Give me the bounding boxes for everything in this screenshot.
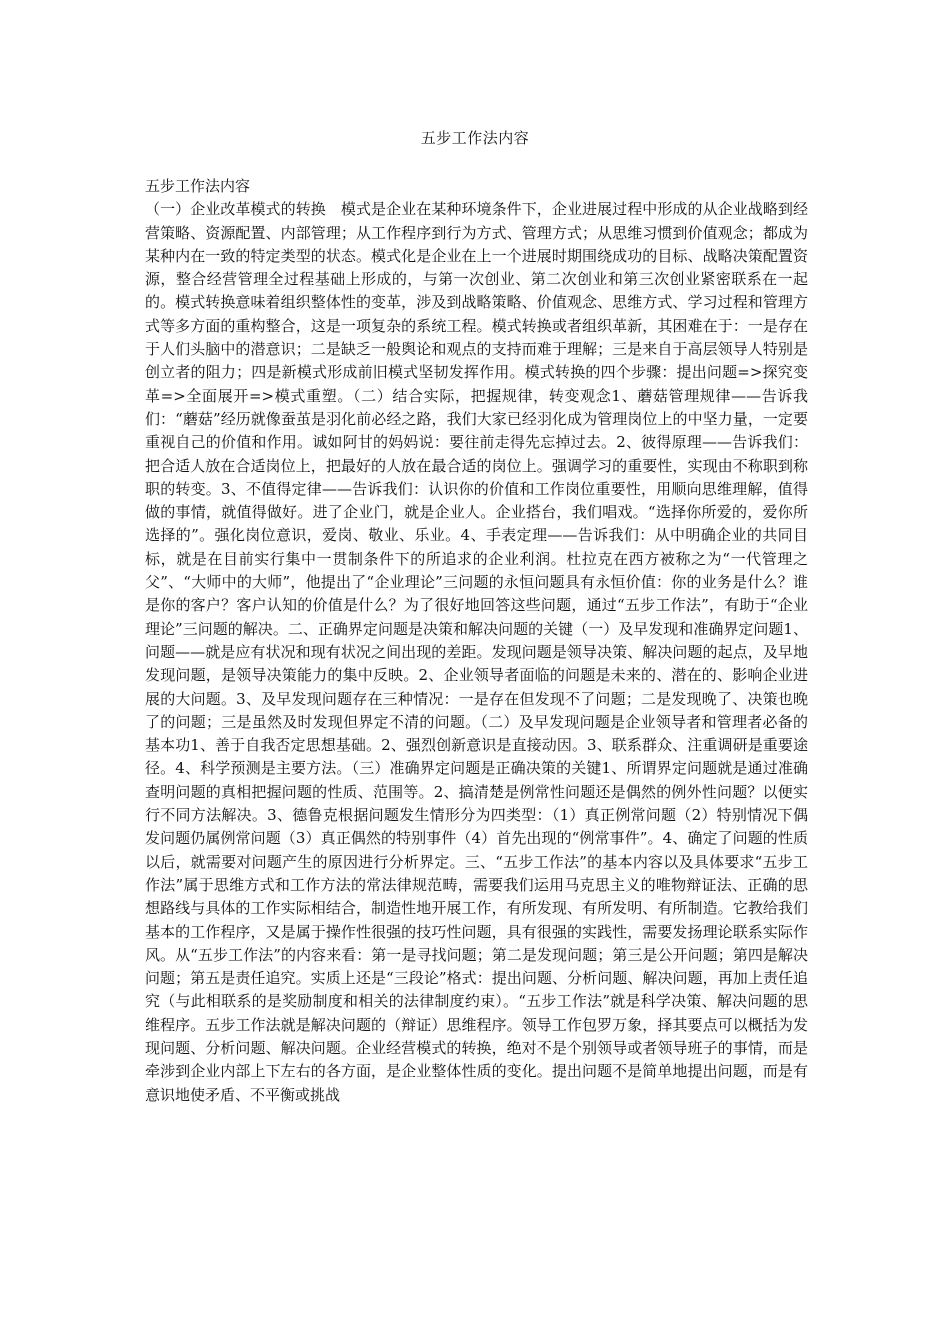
document-subtitle: 五步工作法内容 [145, 177, 251, 195]
document-title: 五步工作法内容 [420, 129, 530, 147]
document-body-paragraph: （一）企业改革模式的转换 模式是企业在某种环境条件下，企业进展过程中形成的从企业战略到经营策略、资源配置、内部管理；从工作程序到行为方式、管理方式；从思维习惯到价值观念；都成为某种内在一致的特定类型的状态。模式化是企业在上一个进展时期围绕成功的目标、战略决策配置资源，整合经营管理全过程基础上形成的，与第一次创业、第二次创业和第三次创业紧密联系在一起的。模式转换意味着组织整体性的变革，涉及到战略策略、价值观念、思维方式、学习过程和管理方式等多方面的重构整合，这是一项复杂的系统工程。模式转换或者组织革新，其困难在于：一是存在于人们头脑中的潜意识；二是缺乏一般舆论和观点的支持而难于理解；三是来自于高层领导人特别是创立者的阻力；四是新模式形成前旧模式坚韧发挥作用。模式转换的四个步骤：提出问题=>探究变革=>全面展开=>模式重塑。（二）结合实际，把握规律，转变观念1、蘑菇管理规律——告诉我们：“蘑菇”经历就像蚕茧是羽化前必经之路，我们大家已经羽化成为管理岗位上的中坚力量，一定要重视自己的价值和作用。诚如阿甘的妈妈说：要往前走得先忘掉过去。2、彼得原理——告诉我们：把合适人放在合适岗位上，把最好的人放在最合适的岗位上。强调学习的重要性，实现由不称职到称职的转变。3、不值得定律——告诉我们：认识你的价值和工作岗位重要性，用顺向思维理解，值得做的事情，就值得做好。进了企业门，就是企业人。企业搭台，我们唱戏。“选择你所爱的，爱你所选择的”。强化岗位意识，爱岗、敬业、乐业。4、手表定理——告诉我们：从中明确企业的共同目标，就是在目前实行集中一贯制条件下的所追求的企业利润。杜拉克在西方被称之为“一代管理之父”、“大师中的大师”，他提出了“企业理论”三问题的永恒问题具有永恒价值：你的业务是什么？谁是你的客户？客户认知的价值是什么？为了很好地回答这些问题，通过“五步工作法”，有助于“企业理论”三问题的解决。二、正确界定问题是决策和解决问题的关键（一）及早发现和准确界定问题1、问题——就是应有状况和现有状况之间出现的差距。发现问题是领导决策、解决问题的起点，及早地发现问题，是领导决策能力的集中反映。2、企业领导者面临的问题是未来的、潜在的、影响企业进展的大问题。3、及早发现问题存在三种情况：一是存在但发现不了问题；二是发现晚了、决策也晚了的问题；三是虽然及时发现但界定不清的问题。（二）及早发现问题是企业领导者和管理者必备的基本功1、善于自我否定思想基础。2、强烈创新意识是直接动因。3、联系群众、注重调研是重要途径。4、科学预测是主要方法。（三）准确界定问题是正确决策的关键1、所谓界定问题就是通过准确查明问题的真相把握问题的性质、范围等。2、搞清楚是例常性问题还是偶然的例外性问题？以便实行不同方法解决。3、德鲁克根据问题发生情形分为四类型：（1）真正例常问题（2）特别情况下偶发问题仍属例常问题（3）真正偶然的特别事件（4）首先出现的“例常事件”。4、确定了问题的性质以后，就需要对问题产生的原因进行分析界定。三、“五步工作法”的基本内容以及具体要求“五步工作法”属于思维方式和工作方法的常法律规范畴，需要我们运用马克思主义的唯物辩证法、正确的思想路线与具体的工作实际相结合，制造性地开展工作，有所发现、有所发明、有所制造。它教给我们基本的工作程序，又是属于操作性很强的技巧性问题，具有很强的实践性，需要发扬理论联系实际作风。从“五步工作法”的内容来看：第一是寻找问题；第二是发现问题；第三是公开问题；第四是解决问题；第五是责任追究。实质上还是“三段论”格式：提出问题、分析问题、解决问题，再加上责任追究（与此相联系的是奖励制度和相关的法律制度约束）。“五步工作法”就是科学决策、解决问题的思维程序。五步工作法就是解决问题的（辩证）思维程序。领导工作包罗万象，择其要点可以概括为发现问题、分析问题、解决问题。企业经营模式的转换，绝对不是个别领导或者领导班子的事情，而是牵涉到企业内部上下左右的各方面，是企业整体性质的变化。提出问题不是简单地提出问题，而是有意识地使矛盾、不平衡或挑战 [145, 200, 808, 1104]
document-content [145, 175, 808, 1107]
